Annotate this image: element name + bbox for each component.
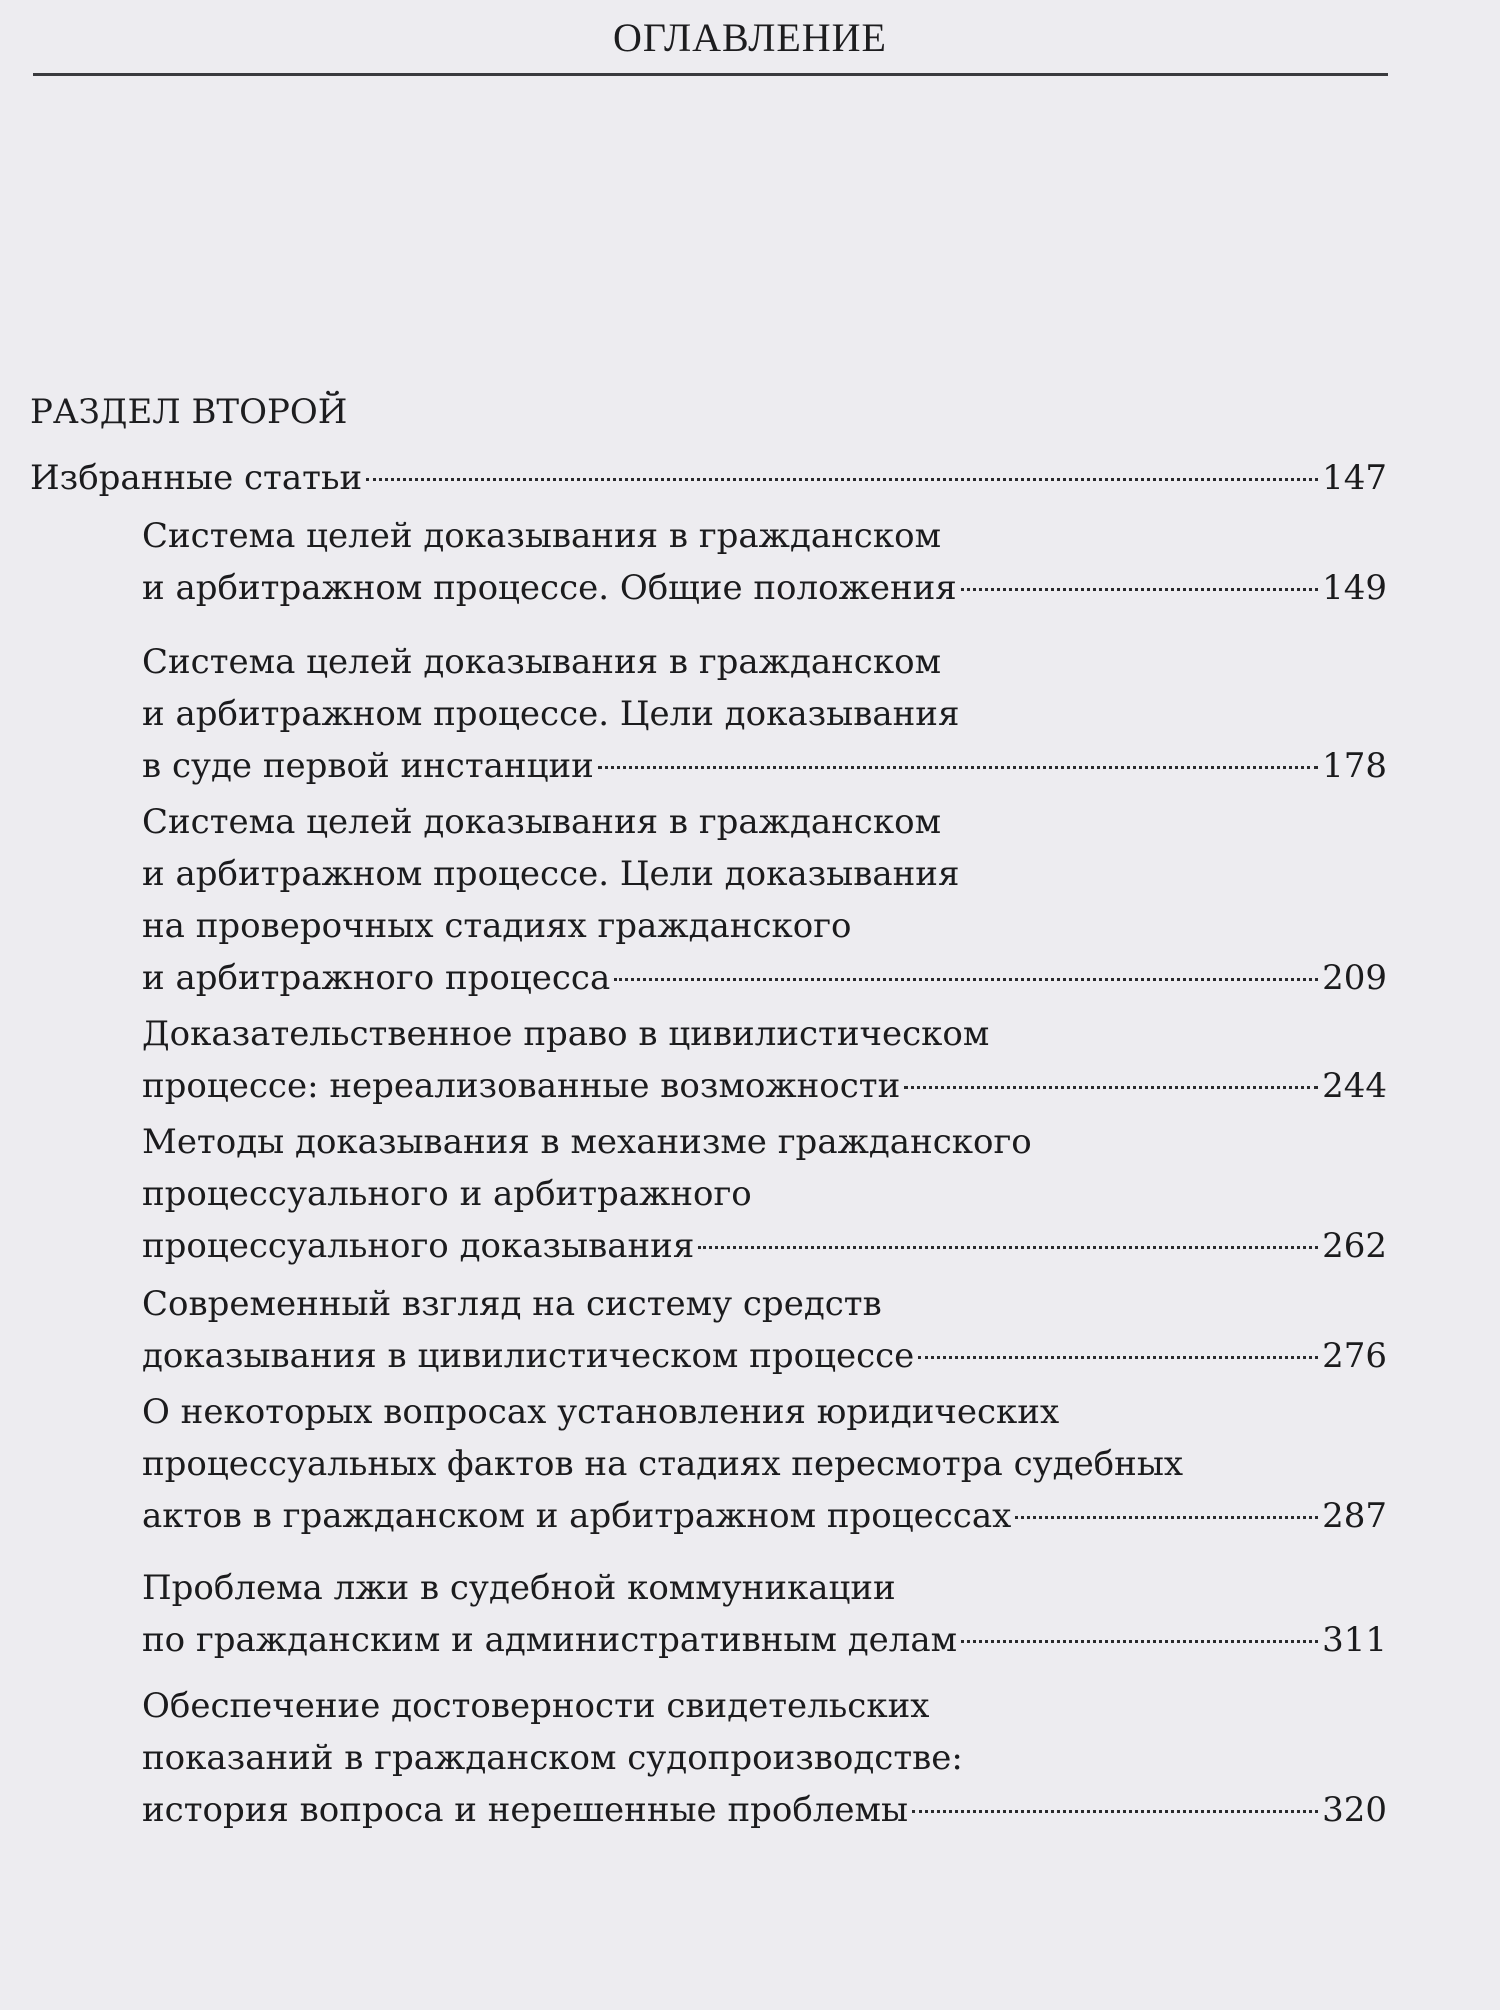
toc-entry-text: процессе: нереализованные возможности bbox=[142, 1066, 901, 1106]
dot-leader bbox=[598, 765, 1318, 769]
toc-entry-line: Доказательственное право в цивилистическом bbox=[142, 1014, 990, 1054]
toc-entry[interactable] bbox=[142, 1386, 1387, 1542]
toc-entry-line: Система целей доказывания в гражданском bbox=[142, 802, 942, 842]
toc-entry-top[interactable] bbox=[30, 452, 1387, 504]
dot-leader bbox=[912, 1809, 1318, 1813]
toc-page-number: 209 bbox=[1322, 958, 1387, 998]
dot-leader bbox=[961, 1639, 1318, 1643]
toc-entry-line: Современный взгляд на систему средств bbox=[142, 1284, 882, 1324]
toc-entry-last-line bbox=[142, 1060, 1387, 1112]
toc-entry-last-line bbox=[142, 1784, 1387, 1836]
toc-page-number: 287 bbox=[1322, 1496, 1387, 1536]
toc-entry-last-line bbox=[142, 740, 1387, 792]
toc-entry-line: О некоторых вопросах установления юридических bbox=[142, 1392, 1060, 1432]
toc-entry[interactable] bbox=[142, 1278, 1387, 1382]
toc-page-number: 262 bbox=[1322, 1226, 1387, 1266]
toc-page-number: 311 bbox=[1322, 1620, 1387, 1660]
toc-entry-text: и арбитражного процесса bbox=[142, 958, 611, 998]
toc-entry-last-line bbox=[142, 562, 1387, 614]
toc-entry[interactable] bbox=[142, 1008, 1387, 1112]
toc-entry[interactable] bbox=[142, 796, 1387, 1004]
dot-leader bbox=[918, 1355, 1318, 1359]
toc-entry-title: Избранные статьи bbox=[30, 458, 363, 498]
toc-entry-line: Система целей доказывания в гражданском bbox=[142, 642, 942, 682]
dot-leader bbox=[904, 1085, 1318, 1089]
toc-entry-line: процессуальных фактов на стадиях пересмотра судебных bbox=[142, 1444, 1184, 1484]
toc-entry[interactable] bbox=[142, 510, 1387, 614]
toc-entry[interactable] bbox=[142, 1116, 1387, 1272]
page-header-title: ОГЛАВЛЕНИЕ bbox=[613, 15, 887, 60]
toc-entry-text: доказывания в цивилистическом процессе bbox=[142, 1336, 915, 1376]
toc-entry-line: Система целей доказывания в гражданском bbox=[142, 516, 942, 556]
toc-entry-last-line bbox=[142, 1220, 1387, 1272]
toc-entry-last-line bbox=[142, 1490, 1387, 1542]
toc-entry-line: показаний в гражданском судопроизводстве: bbox=[142, 1738, 963, 1778]
dot-leader bbox=[366, 477, 1318, 481]
header-rule bbox=[33, 73, 1388, 76]
toc-entry-text: по гражданским и административным делам bbox=[142, 1620, 958, 1660]
toc-entry[interactable] bbox=[142, 636, 1387, 792]
toc-entry-line: Обеспечение достоверности свидетельских bbox=[142, 1686, 930, 1726]
toc-page-number: 276 bbox=[1322, 1336, 1387, 1376]
dot-leader bbox=[698, 1245, 1318, 1249]
toc-page-number: 320 bbox=[1322, 1790, 1387, 1830]
toc-entry-text: история вопроса и нерешенные проблемы bbox=[142, 1790, 909, 1830]
toc-entry-line: на проверочных стадиях гражданского bbox=[142, 906, 852, 946]
toc-entry-last-line bbox=[142, 952, 1387, 1004]
toc-page-number: 244 bbox=[1322, 1066, 1387, 1106]
toc-page-number: 178 bbox=[1322, 746, 1387, 786]
toc-entry-text: процессуального доказывания bbox=[142, 1226, 695, 1266]
toc-entry-text: актов в гражданском и арбитражном процессах bbox=[142, 1496, 1012, 1536]
toc-entry-text: и арбитражном процессе. Общие положения bbox=[142, 568, 957, 608]
toc-entry[interactable] bbox=[142, 1562, 1387, 1666]
dot-leader bbox=[1015, 1515, 1318, 1519]
toc-entry-line bbox=[30, 452, 1387, 504]
toc-page-number: 147 bbox=[1322, 458, 1387, 498]
toc-page-number: 149 bbox=[1322, 568, 1387, 608]
section-title: РАЗДЕЛ ВТОРОЙ bbox=[30, 392, 348, 432]
toc-entry-line: процессуального и арбитражного bbox=[142, 1174, 752, 1214]
toc-entry-line: и арбитражном процессе. Цели доказывания bbox=[142, 694, 960, 734]
toc-entry-line: и арбитражном процессе. Цели доказывания bbox=[142, 854, 960, 894]
dot-leader bbox=[961, 587, 1318, 591]
dot-leader bbox=[614, 977, 1318, 981]
toc-entry-last-line bbox=[142, 1614, 1387, 1666]
toc-entry-line: Методы доказывания в механизме гражданского bbox=[142, 1122, 1032, 1162]
toc-entry-last-line bbox=[142, 1330, 1387, 1382]
toc-entry-text: в суде первой инстанции bbox=[142, 746, 594, 786]
toc-entry[interactable] bbox=[142, 1680, 1387, 1836]
toc-entry-line: Проблема лжи в судебной коммуникации bbox=[142, 1568, 896, 1608]
